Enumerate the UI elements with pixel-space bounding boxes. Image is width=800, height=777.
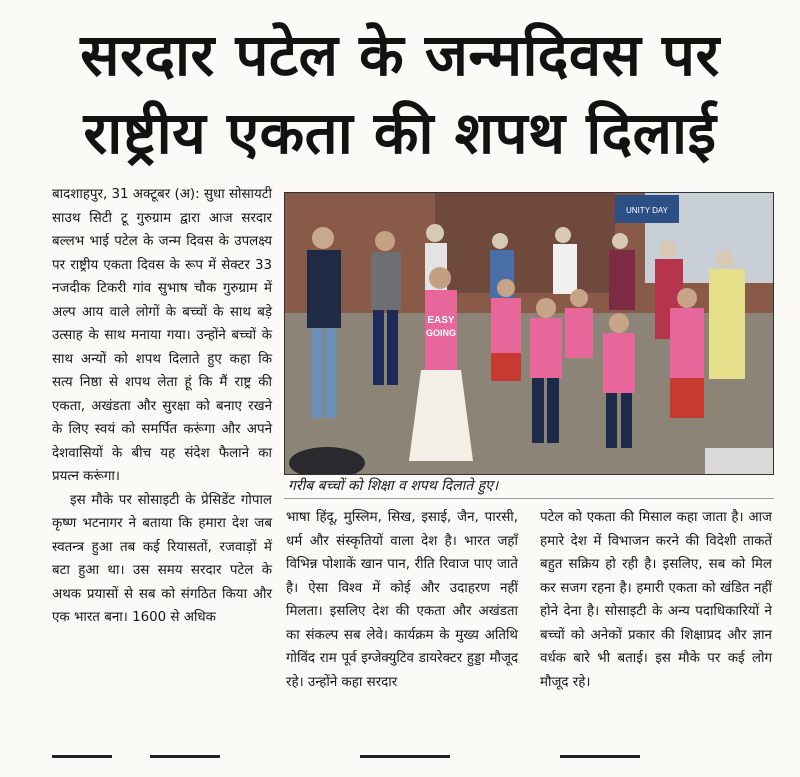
cropped-text-fragment	[150, 755, 220, 758]
cropped-text-fragment	[360, 755, 450, 758]
news-photo	[284, 192, 774, 475]
cropped-text-fragment	[52, 755, 112, 758]
cropped-text-fragment	[560, 755, 640, 758]
article-column-1	[52, 183, 272, 630]
headline-line-1: सरदार पटेल के जन्मदिवस पर	[80, 21, 720, 89]
dateline: बादशाहपुर, 31 अक्टूबर (अ):	[52, 187, 200, 202]
article-column-2: भाषा हिंदू, मुस्लिम, सिख, इसाई, जैन, पारसी, धर्म और संस्कृतियों वाला देश है। भारत जहाँ विभिन्न पोशाकें खान पान, रीति रिवाज पाए जाते है। ऐसा विश्व में कोई और उदाहरण नहीं मिलता। इसलिए देश की एकता और अखंडता का संकल्प सब लेवे। कार्यक्रम के मुख्य अतिथि गोविंद राम पूर्व इग्जेक्युटिव डायरेक्टर हुड्डा मौजूद रहे। उन्होंने कहा सरदार	[286, 510, 518, 690]
photo-caption: गरीब बच्चों को शिक्षा व शपथ दिलाते हुए।	[284, 474, 774, 499]
article-text: सुधा सोसायटी साउथ सिटी टू गुरुग्राम द्वारा आज सरदार बल्लभ भाई पटेल के जन्म दिवस के उपलक्ष्य पर राष्ट्रीय एकता दिवस के रूप में सेक्टर 33 नजदीक टिकरी गांव सुभाष चौक गुरुग्राम में अल्प आय वाले लोगों के बच्चों के साथ बड़े उत्साह के साथ मनाया गया। उन्होंने बच्चों के साथ अन्यों को शपथ दिलाते हुए कहा कि सत्य निष्ठा से शपथ लेता हूं कि मैं राष्ट्र की एकता, अखंडता और सुरक्षा को बनाए रखने के लिए स्वयं को समर्पित करूंगा और अपने देशवासियों के बीच यह संदेश फैलाने का प्रयत्न करूंगा।	[52, 187, 272, 484]
shirt-text-line1: EASY	[427, 315, 455, 326]
article-paragraph	[52, 183, 272, 489]
shirt-text-line2: GOING	[425, 328, 457, 338]
photo-illustration	[285, 193, 773, 474]
headline-line-2: राष्ट्रीय एकता की शपथ दिलाई	[83, 99, 717, 167]
sign-text: UNITY DAY	[626, 206, 668, 215]
article-paragraph: इस मौके पर सोसाइटी के प्रेसिडेंट गोपाल कृष्ण भटनागर ने बताया कि हमारा देश जब स्वतन्त्र हुआ तब कई रियासतों, रजवाड़ों में बटा हुआ था। उस समय सरदार पटेल के अथक प्रयासों से सब को संगठित किया और एक भारत बना। 1600 से अधिक	[52, 492, 272, 625]
article-column-3: पटेल को एकता की मिसाल कहा जाता है। आज हमारे देश में विभाजन करने की विदेशी ताकतें बहुत सक्रिय हो रही है। इसलिए, सब को मिल कर सजग रहना है। हमारी एकता को खंडित नहीं होने देना है। सोसाइटी के अन्य पदाधिकारियों ने बच्चों को अनेकों प्रकार की शिक्षाप्रद और ज्ञान वर्धक बारे भी बताई। इस मौके पर कई लोग मौजूद रहे।	[540, 510, 772, 690]
